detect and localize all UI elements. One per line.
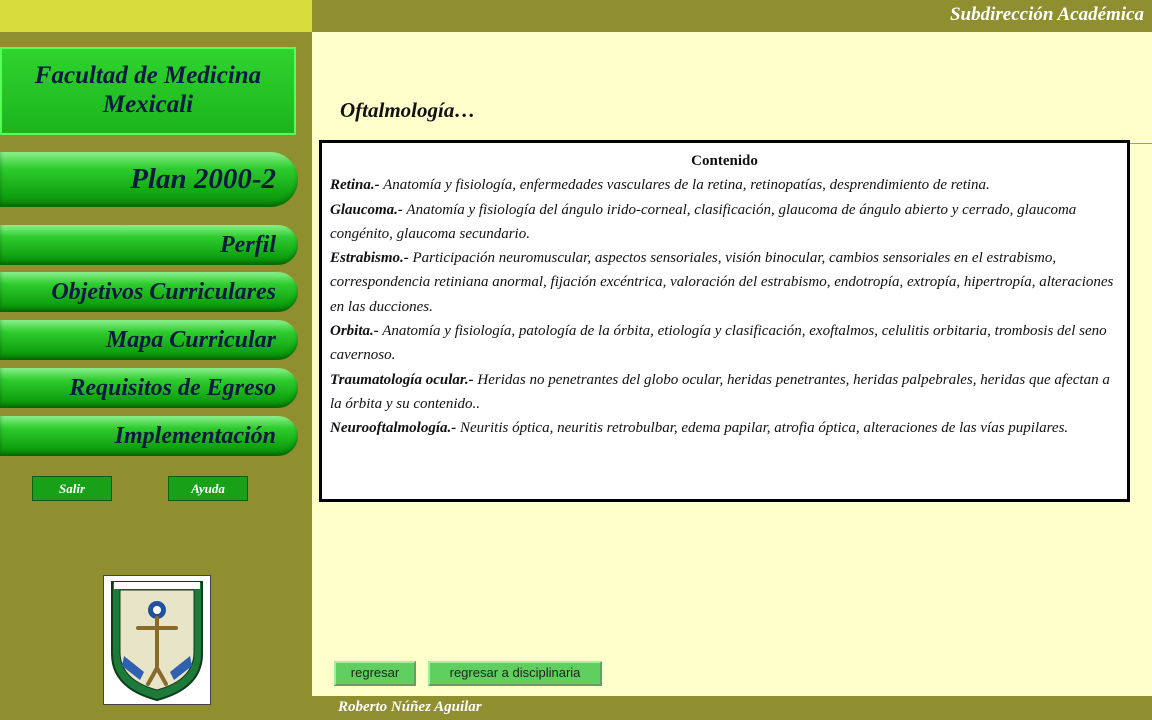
brand-line-1: Facultad de Medicina <box>34 62 262 89</box>
entry-desc: Anatomía y fisiología del ángulo irido-corneal, clasificación, glaucoma de ángulo abierto y cerrado, glaucoma congénito, glaucoma secundario. <box>330 201 1077 242</box>
content-entry <box>330 368 1119 417</box>
entry-term: Orbita.- <box>330 323 379 340</box>
topbar-accent <box>0 0 312 32</box>
topbar <box>312 0 1152 32</box>
regresar-button[interactable]: regresar <box>334 661 416 686</box>
divider-line <box>1130 143 1152 144</box>
entry-desc: Neuritis óptica, neuritis retrobulbar, edema papilar, atrofia óptica, alteraciones de las vías pupilares. <box>456 420 1069 437</box>
entry-desc: Heridas no penetrantes del globo ocular, heridas penetrantes, heridas palpebrales, heridas que afectan a la órbita y su contenido.. <box>330 371 1110 412</box>
entry-term: Neurooftalmología.- <box>330 420 457 437</box>
content-box <box>319 140 1130 502</box>
author-credit: Roberto Núñez Aguilar <box>338 699 482 715</box>
brand-line-2: Mexicali <box>102 91 194 118</box>
ayuda-button[interactable]: Ayuda <box>168 476 248 501</box>
content-entry <box>330 416 1119 440</box>
nav-plan[interactable]: Plan 2000-2 <box>0 152 298 207</box>
regresar-disciplinaria-button[interactable]: regresar a disciplinaria <box>428 661 602 686</box>
entry-term: Estrabismo.- <box>330 250 409 267</box>
nav-mapa-curricular[interactable]: Mapa Curricular <box>0 320 298 360</box>
entry-desc: Anatomía y fisiología, patología de la órbita, etiología y clasificación, exoftalmos, celulitis orbitaria, trombosis del seno cavernoso. <box>330 323 1107 364</box>
brand-box <box>0 47 296 135</box>
salir-button[interactable]: Salir <box>32 476 112 501</box>
content-entry <box>330 319 1119 368</box>
content-heading: Contenido <box>691 153 758 169</box>
content-entry <box>330 246 1119 319</box>
content-entry <box>330 198 1119 247</box>
nav-requisitos-de-egreso[interactable]: Requisitos de Egreso <box>0 368 298 408</box>
nav-perfil[interactable]: Perfil <box>0 225 298 265</box>
university-seal-icon <box>103 575 211 705</box>
entry-term: Traumatología ocular.- <box>330 371 474 388</box>
nav-implementacion[interactable]: Implementación <box>0 416 298 456</box>
university-seal-graphic <box>104 576 210 704</box>
header-subtitle: Subdirección Académica <box>949 4 1144 25</box>
entry-desc: Anatomía y fisiología, enfermedades vasculares de la retina, retinopatías, desprendimiento de retina. <box>379 177 990 194</box>
nav-objetivos-curriculares[interactable]: Objetivos Curriculares <box>0 272 298 312</box>
entry-term: Glaucoma.- <box>330 201 403 218</box>
entry-term: Retina.- <box>330 177 380 194</box>
page-title: Oftalmología… <box>340 98 476 122</box>
entry-desc: Participación neuromuscular, aspectos sensoriales, visión binocular, cambios sensoriales en el estrabismo, correspondencia retiniana anormal, fijación excéntrica, valoración del estrabismo, endotropía, extropía, hipertropía, alteraciones en las ducciones. <box>330 250 1114 315</box>
content-entry <box>330 173 1119 197</box>
